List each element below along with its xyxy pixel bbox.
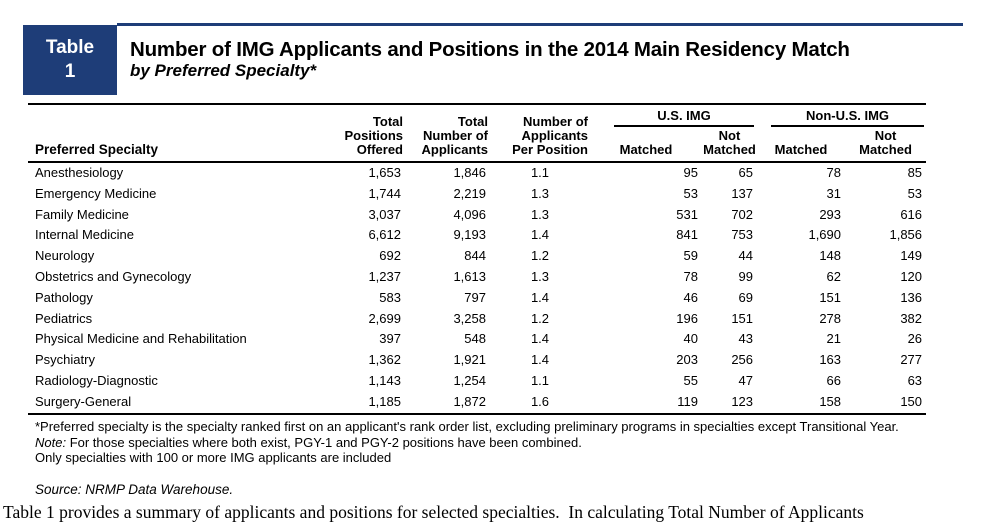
badge-word: Table [45, 37, 95, 58]
value-cell: 278 [819, 310, 842, 326]
value-cell: 6,612 [368, 227, 401, 243]
value-cell: 548 [464, 331, 486, 347]
table-row [28, 246, 926, 267]
footnote-note-label: Note: [35, 434, 67, 450]
value-cell: 9,193 [453, 227, 486, 243]
header-row-groups [28, 104, 926, 127]
table-row [28, 371, 926, 392]
col-header-applicants-per-position: Number of Applicants Per Position [490, 104, 590, 162]
value-cell: 163 [819, 352, 842, 368]
value-cell: 46 [683, 289, 698, 305]
table-row [28, 267, 926, 288]
specialty-cell: Radiology-Diagnostic [35, 372, 158, 388]
value-cell: 1,856 [889, 227, 923, 243]
footnotes-block [35, 419, 970, 466]
value-cell: 1,254 [453, 372, 486, 388]
value-cell: 78 [826, 165, 842, 180]
value-cell: 1,690 [808, 227, 842, 243]
page-subtitle: by Preferred Specialty* [130, 61, 317, 80]
value-cell: 1,653 [368, 165, 401, 180]
value-cell: 1.3 [530, 206, 550, 222]
group-header-us-img: U.S. IMG [590, 104, 757, 127]
value-cell: 62 [826, 268, 842, 284]
value-cell: 797 [464, 289, 486, 305]
value-cell: 119 [677, 393, 698, 409]
footnote-note [35, 435, 970, 451]
header-accent-rule [117, 23, 963, 26]
value-cell: 753 [731, 227, 754, 243]
col-header-total-positions: Total Positions Offered [300, 104, 405, 162]
footnote-asterisk: *Preferred specialty is the specialty ranked first on an applicant's rank order list, excluding preliminary programs in specialties except Transitional Year. [35, 419, 899, 434]
value-cell: 1,613 [453, 268, 486, 284]
value-cell: 1,237 [368, 268, 401, 284]
specialty-cell: Surgery-General [35, 393, 132, 409]
value-cell: 1.2 [530, 248, 550, 264]
source-label: Source: [35, 482, 82, 497]
value-cell: 277 [900, 352, 923, 368]
value-cell: 1.6 [530, 393, 550, 409]
value-cell: 44 [738, 248, 754, 264]
body-paragraph: Table 1 provides a summary of applicants and positions for selected specialties. In calculating Total Number of Applicants [3, 502, 864, 522]
source-text: NRMP Data Warehouse. [81, 482, 234, 497]
value-cell: 583 [379, 289, 401, 305]
value-cell: 293 [819, 206, 842, 222]
table-row [28, 309, 926, 330]
table-row [28, 205, 926, 226]
badge-number: 1 [64, 61, 76, 82]
value-cell: 65 [738, 165, 754, 180]
value-cell: 2,699 [368, 310, 401, 326]
value-cell: 66 [826, 372, 842, 388]
value-cell: 1.2 [530, 310, 550, 326]
table-row [28, 162, 926, 184]
data-table-wrapper [28, 103, 926, 415]
value-cell: 55 [683, 372, 698, 388]
specialty-cell: Internal Medicine [35, 227, 134, 243]
page-title: Number of IMG Applicants and Positions in the 2014 Main Residency Match [130, 38, 850, 61]
value-cell: 158 [819, 393, 842, 409]
value-cell: 1.4 [530, 352, 550, 368]
value-cell: 382 [900, 310, 923, 326]
specialty-cell: Neurology [35, 248, 95, 264]
value-cell: 1,872 [453, 393, 486, 409]
value-cell: 78 [683, 268, 698, 284]
table-row [28, 225, 926, 246]
specialty-cell: Pathology [35, 289, 93, 305]
specialty-cell: Pediatrics [35, 310, 93, 326]
value-cell: 53 [683, 185, 698, 201]
img-match-table [28, 103, 926, 415]
value-cell: 1,744 [368, 185, 401, 201]
value-cell: 203 [676, 352, 698, 368]
value-cell: 1.4 [530, 227, 550, 243]
value-cell: 151 [731, 310, 754, 326]
value-cell: 137 [731, 185, 754, 201]
value-cell: 1,846 [453, 165, 486, 180]
value-cell: 1.4 [530, 331, 550, 347]
specialty-cell: Obstetrics and Gynecology [35, 268, 192, 284]
value-cell: 1.4 [530, 289, 550, 305]
value-cell: 99 [738, 268, 754, 284]
value-cell: 1,362 [368, 352, 401, 368]
value-cell: 702 [731, 206, 754, 222]
value-cell: 136 [900, 289, 923, 305]
specialty-cell: Anesthesiology [35, 165, 124, 180]
value-cell: 40 [683, 331, 698, 347]
value-cell: 31 [826, 185, 842, 201]
value-cell: 123 [731, 393, 754, 409]
specialty-cell: Family Medicine [35, 206, 129, 222]
value-cell: 150 [900, 393, 923, 409]
value-cell: 26 [907, 331, 923, 347]
title-block [130, 38, 970, 81]
value-cell: 59 [683, 248, 698, 264]
col-header-total-applicants: Total Number of Applicants [405, 104, 490, 162]
value-cell: 149 [900, 248, 923, 264]
value-cell: 47 [738, 372, 754, 388]
footnote-note-text: For those specialties where both exist, PGY-1 and PGY-2 positions have been combined. [66, 434, 582, 450]
value-cell: 2,219 [453, 185, 486, 201]
value-cell: 85 [907, 165, 923, 180]
col-header-nonus-not-matched: Not Matched [845, 127, 926, 162]
value-cell: 53 [907, 185, 923, 201]
value-cell: 1.3 [530, 185, 550, 201]
value-cell: 692 [379, 248, 401, 264]
col-header-preferred-specialty: Preferred Specialty [28, 104, 300, 162]
value-cell: 616 [900, 206, 923, 222]
value-cell: 1.1 [530, 165, 550, 180]
value-cell: 148 [819, 248, 842, 264]
value-cell: 21 [826, 331, 842, 347]
value-cell: 841 [676, 227, 698, 243]
col-header-nonus-matched: Matched [757, 127, 845, 162]
value-cell: 4,096 [453, 206, 486, 222]
value-cell: 256 [731, 352, 754, 368]
value-cell: 69 [738, 289, 754, 305]
col-header-us-matched: Matched [590, 127, 702, 162]
table-number-badge [23, 25, 117, 95]
table-row [28, 329, 926, 350]
value-cell: 43 [738, 331, 754, 347]
value-cell: 1,185 [368, 393, 401, 409]
table-row [28, 392, 926, 414]
group-header-non-us-img: Non-U.S. IMG [757, 104, 926, 127]
source-line [35, 482, 233, 497]
value-cell: 63 [907, 372, 923, 388]
value-cell: 531 [676, 206, 698, 222]
value-cell: 1,143 [368, 372, 401, 388]
value-cell: 844 [464, 248, 486, 264]
value-cell: 3,037 [368, 206, 401, 222]
value-cell: 196 [676, 310, 698, 326]
specialty-cell: Psychiatry [35, 352, 95, 368]
table-row [28, 350, 926, 371]
value-cell: 151 [819, 289, 842, 305]
table-row [28, 288, 926, 309]
value-cell: 3,258 [453, 310, 486, 326]
value-cell: 95 [683, 165, 698, 180]
value-cell: 1,921 [453, 352, 486, 368]
value-cell: 397 [379, 331, 401, 347]
value-cell: 1.1 [530, 372, 550, 388]
specialty-cell: Physical Medicine and Rehabilitation [35, 331, 247, 347]
footnote-inclusion: Only specialties with 100 or more IMG applicants are included [35, 450, 392, 465]
value-cell: 1.3 [530, 268, 550, 284]
col-header-us-not-matched: Not Matched [702, 127, 757, 162]
specialty-cell: Emergency Medicine [35, 185, 157, 201]
table-row [28, 184, 926, 205]
value-cell: 120 [900, 268, 923, 284]
